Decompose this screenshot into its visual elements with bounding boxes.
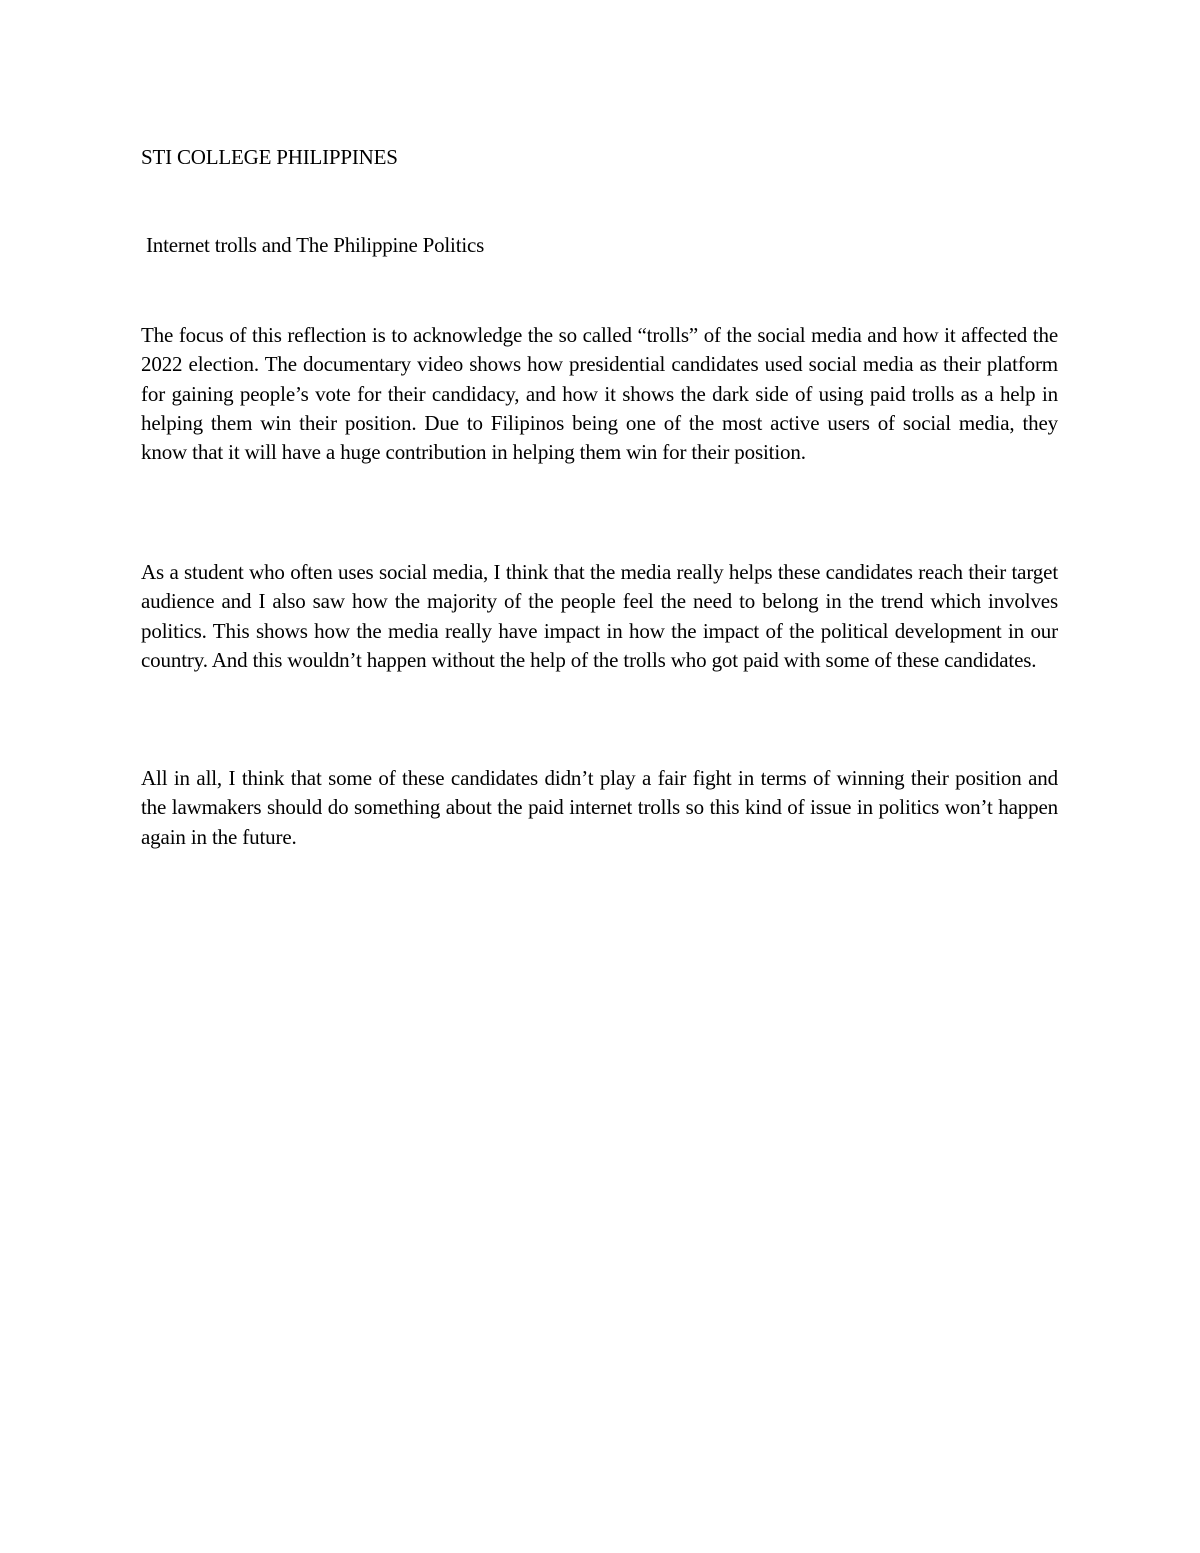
document-title: Internet trolls and The Philippine Politics xyxy=(146,233,485,257)
paragraph-1: The focus of this reflection is to acknowledge the so called “trolls” of the social media and how it affected the 2022 election. The documentary video shows how presidential candidates used social media as their platform for gaining people’s vote for their candidacy, and how it shows the dark side of using paid trolls as a help in helping them win their position. Due to Filipinos being one of the most active users of social media, they know that it will have a huge contribution in helping them win for their position. xyxy=(141,323,1058,465)
school-name: STI COLLEGE PHILIPPINES xyxy=(141,145,398,169)
paragraph-3: All in all, I think that some of these candidates didn’t play a fair fight in terms of winning their position and the lawmakers should do something about the paid internet trolls so this kind of issue in politics won’t happen again in the future. xyxy=(141,766,1058,849)
paragraph-2: As a student who often uses social media, I think that the media really helps these candidates reach their target audience and I also saw how the majority of the people feel the need to belong in the trend which involves politics. This shows how the media really have impact in how the impact of the political development in our country. And this wouldn’t happen without the help of the trolls who got paid with some of these candidates. xyxy=(141,560,1058,672)
